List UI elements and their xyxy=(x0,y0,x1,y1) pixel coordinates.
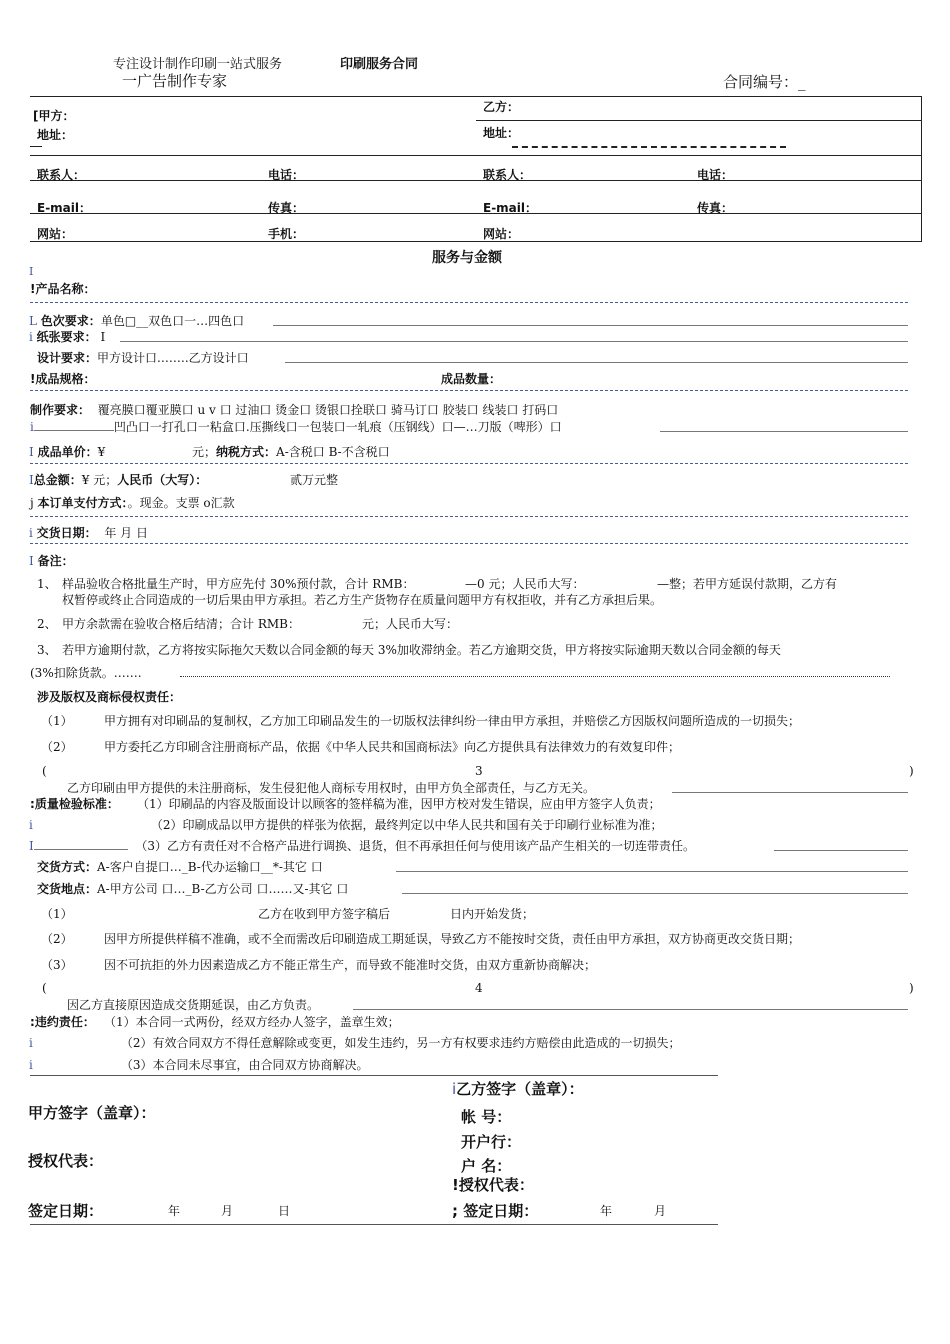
delivery-1-b: 日内开始发货； xyxy=(450,907,535,921)
copyright-1-num: （1） xyxy=(41,714,73,728)
table-border-bottom xyxy=(30,241,922,242)
dashed-separator xyxy=(30,543,908,544)
signature-top-line xyxy=(30,1075,718,1076)
underline xyxy=(273,325,908,326)
delivery-2: 因甲方所提供样稿不准确，或不全而需改后印刷造成工期延误，导致乙方不能按时交货，责任由甲方承担，双方协商更改交货日期； xyxy=(104,932,801,946)
dashed-separator xyxy=(30,463,908,464)
dotted-line xyxy=(180,676,890,677)
party-b-signature: i乙方签字（盖章）： xyxy=(452,1080,584,1098)
paper-row: i 纸张要求： I xyxy=(29,330,106,344)
party-a-contact: 联系人： xyxy=(37,168,86,182)
copyright-2: 甲方委托乙方印刷含注册商标产品，依据《中华人民共和国商标法》向乙方提供具有法律效力的有效复印件； xyxy=(104,740,681,754)
underline xyxy=(396,871,908,872)
party-b-authorized: !授权代表： xyxy=(452,1176,534,1194)
party-b-label: 乙方： xyxy=(483,100,520,114)
delivery-2-num: （2） xyxy=(41,932,73,946)
rmb-amount: 贰万元整 xyxy=(290,473,339,487)
party-a-date-label: 签定日期： xyxy=(28,1202,104,1220)
table-border-right xyxy=(921,96,922,241)
table-row-line xyxy=(30,180,922,181)
margin-mark: I xyxy=(29,265,34,278)
delivery-3: 因不可抗拒的外力因素造成乙方不能正常生产，而导致不能准时交货，由双方重新协商解决； xyxy=(104,958,597,972)
delivery-place-row: 交货地点：A-甲方公司 口…_B-乙方公司 口……又-其它 口 xyxy=(37,882,349,896)
quality-title: :质量检验标准： xyxy=(30,797,119,811)
quality-1: （1）印刷品的内容及版面设计以顾客的签样稿为准，因甲方校对发生错误，应由甲方签字人负责； xyxy=(137,797,661,811)
remark-1-num: 1、 xyxy=(37,577,57,591)
underline xyxy=(660,431,908,432)
party-a-label: [甲方： xyxy=(33,109,75,123)
table-row-line xyxy=(476,120,922,121)
quality-3: I （3）乙方有责任对不合格产品进行调换、退货，但不再承担任何与使用该产品产生相关的一切连带责任。 xyxy=(29,839,696,853)
party-b-phone: 电话： xyxy=(697,168,734,182)
party-a-fax: 传真： xyxy=(268,201,305,215)
underline xyxy=(120,341,908,342)
table-row-line xyxy=(30,155,922,156)
party-b-holder: 户 名： xyxy=(461,1157,512,1175)
party-b-website: 网站： xyxy=(483,227,520,241)
total-row: I总金额：¥ 元；人民币（大写）： xyxy=(29,473,208,487)
party-a-date-day: 日 xyxy=(278,1204,291,1218)
underline xyxy=(402,893,908,894)
delivery-4-num: 4 xyxy=(475,981,483,995)
remark-2-a: 甲方余款需在验收合格后结清；合计 RMB： xyxy=(62,617,300,631)
delivery-4-open: ( xyxy=(42,981,47,995)
remark-1-c: —整；若甲方延误付款期，乙方有 xyxy=(657,577,838,591)
breach-3: i （3）本合同未尽事宜，由合同双方协商解决。 xyxy=(29,1058,369,1072)
color-row: L 色次要求：单色□__双色口一…四色口 xyxy=(29,314,245,328)
party-a-signature: 甲方签字（盖章）： xyxy=(28,1104,156,1122)
table-row-line xyxy=(30,213,922,214)
party-a-authorized: 授权代表： xyxy=(28,1152,104,1170)
breach-1: （1）本合同一式两份，经双方经办人签字，盖章生效； xyxy=(104,1015,400,1029)
product-name-label: !产品名称： xyxy=(30,282,96,296)
party-b-date-label: ; 签定日期： xyxy=(452,1202,539,1220)
section-title-service: 服务与金额 xyxy=(432,250,502,266)
delivery-4-close: ) xyxy=(909,981,914,995)
party-a-website: 网站： xyxy=(37,227,74,241)
remark-3-b: (3%扣除货款。……. xyxy=(30,666,142,680)
copyright-title: 涉及版权及商标侵权责任： xyxy=(37,690,182,704)
party-b-address: 地址： xyxy=(483,126,520,140)
price-row: I 成品单价：¥ xyxy=(29,445,106,459)
remark-3-num: 3、 xyxy=(37,643,57,657)
signature-bottom-line xyxy=(30,1224,718,1225)
copyright-1: 甲方拥有对印刷品的复制权，乙方加工印刷品发生的一切版权法律纠纷一律由甲方承担，并赔偿乙方因版权问题所造成的一切损失； xyxy=(104,714,801,728)
breach-2: i （2）有效合同双方不得任意解除或变更，如发生违约，另一方有权要求违约方赔偿由此造成的一切损失； xyxy=(29,1036,681,1050)
party-b-email: E-mail： xyxy=(483,201,538,215)
party-b-account: 帐 号： xyxy=(461,1108,512,1126)
header-slogan: 专注设计制作印刷一站式服务 xyxy=(113,57,283,72)
underline xyxy=(285,362,908,363)
design-row: 设计要求：甲方设计口.…….乙方设计口 xyxy=(37,351,249,365)
dashed-separator xyxy=(30,390,908,391)
copyright-3-open: ( xyxy=(42,764,47,778)
remark-3-a: 若甲方逾期付款，乙方将按实际拖欠天数以合同金额的每天 3%加收滞纳金。若乙方逾期交货，甲方将按实际逾期天数以合同金额的每天 xyxy=(62,643,781,657)
party-b-contact: 联系人： xyxy=(483,168,532,182)
contract-title: 印刷服务合同 xyxy=(340,57,419,72)
copyright-3-close: ) xyxy=(909,764,914,778)
quantity-label: 成品数量： xyxy=(441,372,502,386)
delivery-3-num: （3） xyxy=(41,958,73,972)
quality-2: i （2）印刷成品以甲方提供的样张为依据，最终判定以中华人民共和国有关于印刷行业标准为准； xyxy=(29,818,663,832)
delivery-method-row: 交货方式：A-客户自提口…_B-代办运输口__*-其它 口 xyxy=(37,860,323,874)
party-a-date-month: 月 xyxy=(221,1204,234,1218)
delivery-4: 因乙方直接原因造成交货期延误，由乙方负责。 xyxy=(67,998,320,1012)
delivery-1-num: （1） xyxy=(41,907,73,921)
copyright-3-num: 3 xyxy=(475,764,483,778)
copyright-2-num: （2） xyxy=(41,740,73,754)
remark-2-b: 元；人民币大写： xyxy=(362,617,459,631)
remark-1-b: —0 元；人民币大写： xyxy=(465,577,585,591)
remarks-row: I 备注： xyxy=(29,554,74,568)
party-b-fax: 传真： xyxy=(697,201,734,215)
copyright-3: 乙方印刷由甲方提供的未注册商标，发生侵犯他人商标专用权时，由甲方负全部责任，与乙方无关。 xyxy=(67,781,596,795)
dashed-separator xyxy=(30,302,908,303)
price-tax-row: 元；纳税方式：A-含税口 B-不含税口 xyxy=(192,445,390,459)
payment-row: j 本订单支付方式：。现金。支票 o汇款 xyxy=(30,496,235,510)
party-b-bank: 开户行： xyxy=(461,1133,522,1151)
underline xyxy=(672,792,908,793)
party-b-date-month: 月 xyxy=(654,1204,667,1218)
table-border-top xyxy=(30,96,922,97)
party-a-mobile: 手机： xyxy=(268,227,305,241)
header-slogan-2: 一广告制作专家 xyxy=(122,72,228,90)
party-a-phone: 电话： xyxy=(268,168,305,182)
underline xyxy=(774,850,908,851)
remark-1-d: 权暂停或终止合同造成的一切后果由甲方承担。若乙方生产货物存在质量问题甲方有权拒收，并有乙方承担后果。 xyxy=(62,593,663,607)
party-a-address: 地址： xyxy=(37,128,74,142)
underline xyxy=(353,1009,908,1010)
breach-title: :违约责任： xyxy=(30,1015,95,1029)
party-a-date-year: 年 xyxy=(168,1204,181,1218)
table-mark xyxy=(30,146,42,147)
spec-label: !成品规格： xyxy=(30,372,96,386)
delivery-1-a: 乙方在收到甲方签字稿后 xyxy=(258,907,391,921)
contract-number: 合同编号：_ xyxy=(723,73,806,91)
make-row-2: i 凹凸口一打孔口一粘盒口.压撕线口一包装口一轧痕（压钢线）口—…刀版（啤形）口 xyxy=(30,420,562,434)
remark-1-a: 样品验收合格批量生产时，甲方应先付 30%预付款，合计 RMB： xyxy=(62,577,415,591)
delivery-date-row: i 交货日期： 年 月 日 xyxy=(29,526,148,540)
party-b-date-year: 年 xyxy=(600,1204,613,1218)
dashed-separator xyxy=(30,516,908,517)
remark-2-num: 2、 xyxy=(37,617,57,631)
party-a-email: E-mail： xyxy=(37,201,92,215)
address-dashed-line xyxy=(512,146,786,148)
make-row: 制作要求： 覆亮膜口覆亚膜口 u v 口 过油口 烫金口 烫银口拴联口 骑马订口 胶装口 线装口 打码口 xyxy=(30,403,559,417)
